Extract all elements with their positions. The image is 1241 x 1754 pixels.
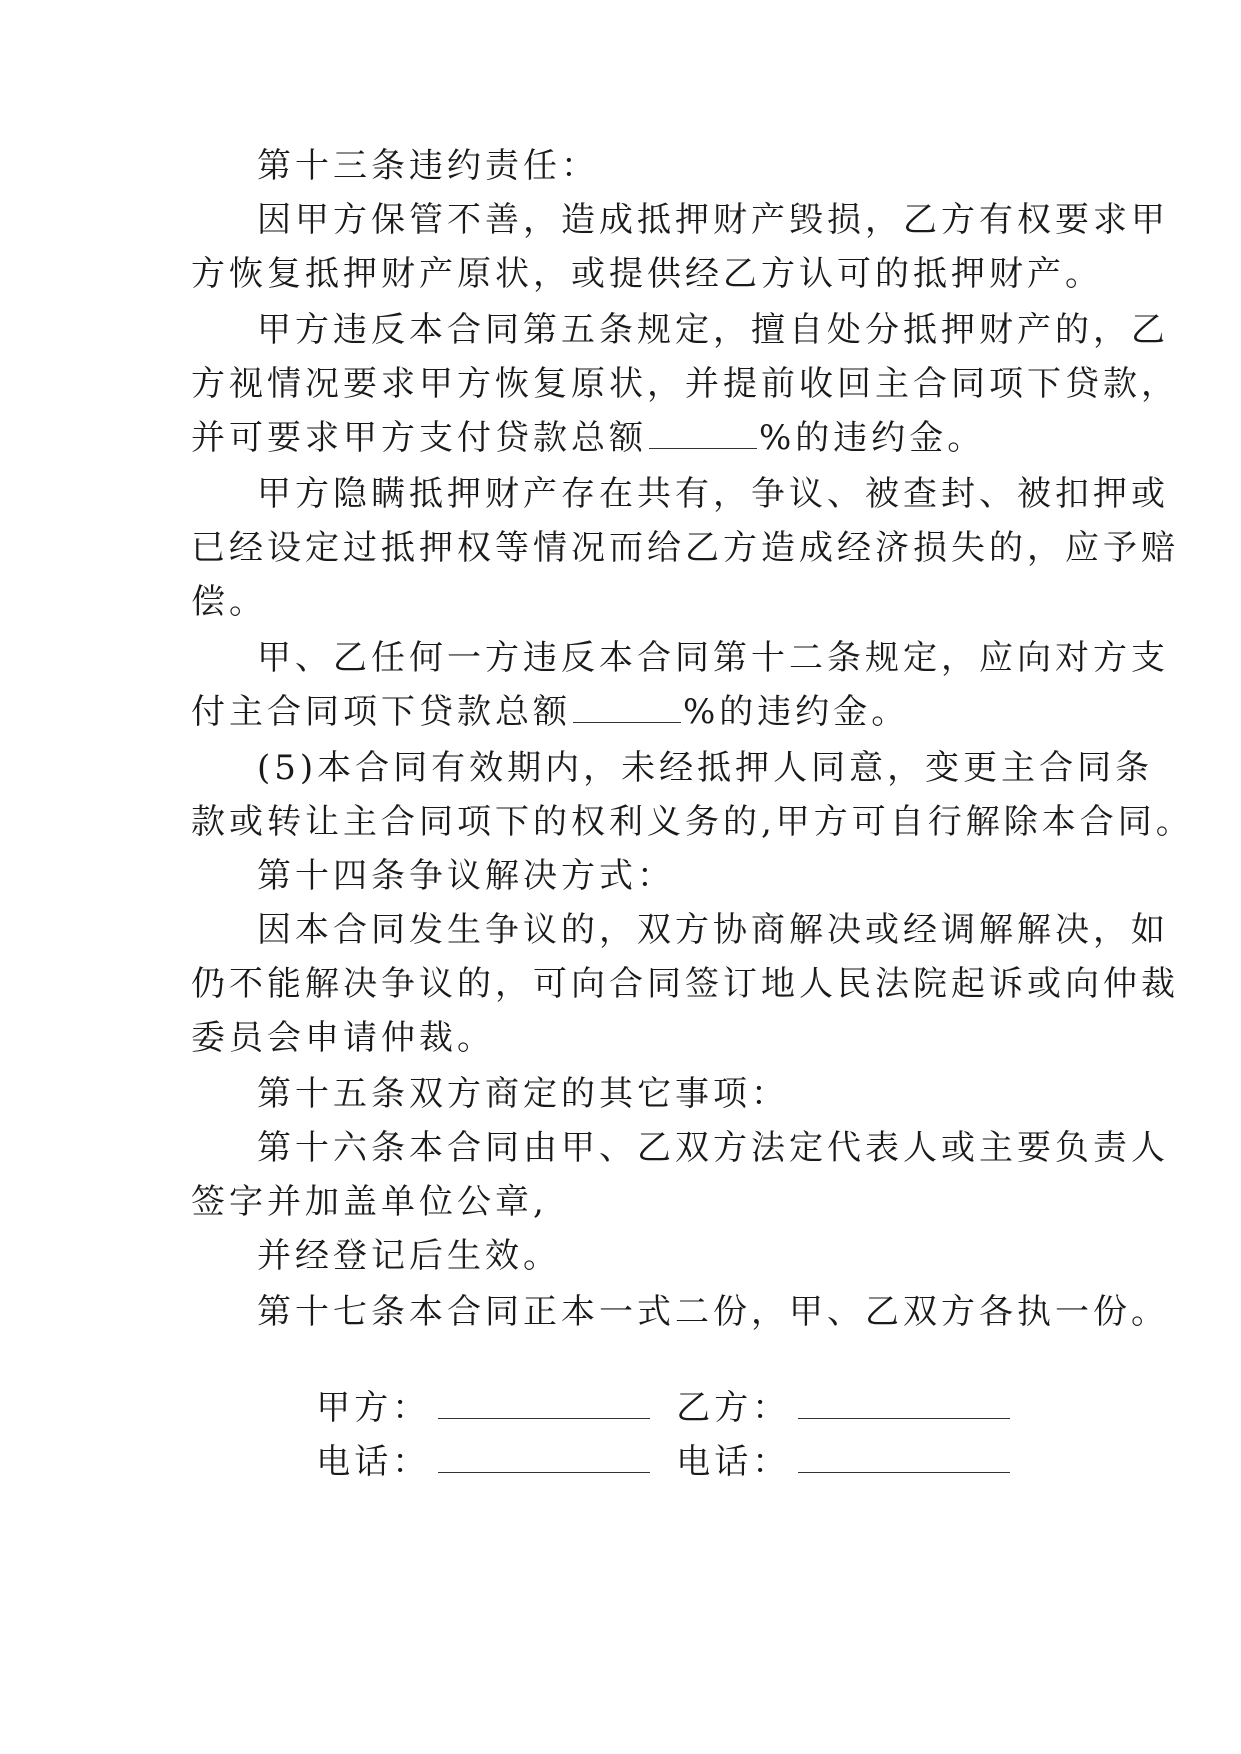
paragraph-line-with-blank [191, 692, 909, 732]
paragraph-line: 签字并加盖单位公章, [191, 1182, 548, 1222]
article-17-heading: 第十七条本合同正本一式二份，甲、乙双方各执一份。 [257, 1292, 1169, 1332]
paragraph-line-with-blank [191, 418, 985, 458]
phone-a-blank [438, 1442, 650, 1473]
paragraph-text: 并可要求甲方支付贷款总额 [191, 418, 647, 458]
paragraph-line: 甲、乙任何一方违反本合同第十二条规定，应向对方支 [257, 638, 1169, 678]
paragraph-line: 因本合同发生争议的，双方协商解决或经调解解决，如 [257, 910, 1169, 950]
phone-a-label: 电话： [316, 1442, 431, 1482]
article-13-heading: 第十三条违约责任： [257, 146, 599, 186]
article-15-heading: 第十五条双方商定的其它事项： [257, 1074, 789, 1114]
phone-a-signature [316, 1442, 650, 1482]
paragraph-line: 方视情况要求甲方恢复原状，并提前收回主合同项下贷款， [191, 364, 1179, 404]
paragraph-line: 款或转让主合同项下的权利义务的,甲方可自行解除本合同。 [191, 802, 1194, 842]
signature-row-phones [257, 1402, 1010, 1522]
article-14-heading: 第十四条争议解决方式： [257, 856, 675, 896]
paragraph-line: 甲方违反本合同第五条规定，擅自处分抵押财产的，乙 [257, 310, 1169, 350]
paragraph-text: %的违约金。 [683, 692, 910, 732]
paragraph-text: %的违约金。 [759, 418, 986, 458]
paragraph-line: 因甲方保管不善，造成抵押财产毁损，乙方有权要求甲 [257, 200, 1169, 240]
phone-b-label: 电话： [676, 1442, 791, 1482]
paragraph-line: (5)本合同有效期内，未经抵押人同意，变更主合同条 [257, 748, 1154, 788]
paragraph-line: 并经登记后生效。 [257, 1236, 561, 1276]
phone-b-signature [676, 1442, 1010, 1482]
paragraph-line: 仍不能解决争议的，可向合同签订地人民法院起诉或向仲裁 [191, 964, 1179, 1004]
party-b-label: 乙方： [676, 1388, 791, 1428]
paragraph-line: 甲方隐瞒抵押财产存在共有，争议、被查封、被扣押或 [257, 474, 1169, 514]
party-a-label: 甲方： [316, 1388, 431, 1428]
paragraph-line: 第十六条本合同由甲、乙双方法定代表人或主要负责人 [257, 1128, 1169, 1168]
paragraph-line: 已经设定过抵押权等情况而给乙方造成经济损失的，应予赔 [191, 528, 1179, 568]
phone-b-blank [798, 1442, 1010, 1473]
paragraph-line: 偿。 [191, 582, 267, 622]
paragraph-line: 方恢复抵押财产原状，或提供经乙方认可的抵押财产。 [191, 254, 1103, 294]
paragraph-line: 委员会申请仲裁。 [191, 1018, 495, 1058]
fill-in-blank [573, 692, 681, 723]
paragraph-text: 付主合同项下贷款总额 [191, 692, 571, 732]
fill-in-blank [649, 418, 757, 449]
